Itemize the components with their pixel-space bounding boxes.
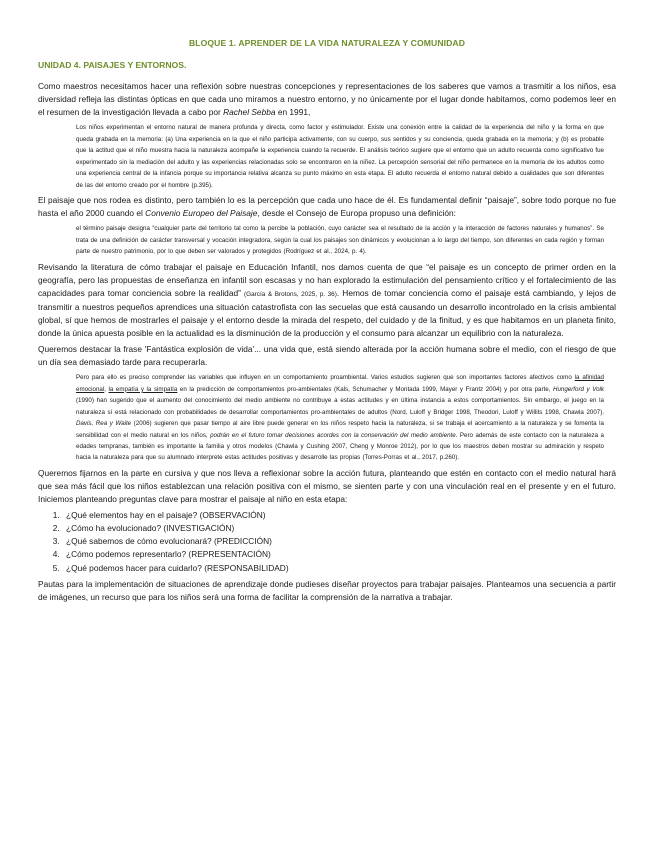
paragraph-landscape [38, 194, 616, 220]
key-question: 5. ¿Qué podemos hacer para cuidarlo? (RESPONSABILIDAD) [62, 562, 616, 575]
quote3-author-davis: Davis, Rea y Waite [76, 420, 132, 428]
convention-title: Convenio Europeo del Paisaje [145, 208, 258, 219]
paragraph-guidelines: Pautas para la implementación de situaciones de aprendizaje donde pudieses diseñar proyectos para trabajar paisajes. Planteamos una secuencia a partir de imágenes, un recurso que para los niños será una forma de facilitar la comprensión de la narrativa a trabajar. [38, 578, 616, 602]
paragraph-intro [38, 80, 616, 119]
key-question: 2. ¿Cómo ha evolucionado? (INVESTIGACIÓN) [62, 522, 616, 535]
paragraph-intro-text: Como maestros necesitamos hacer una reflexión sobre nuestras concepciones y representaciones de los saberes que vamos a trasmitir a los niños, esa diversidad refleja las distintas ópticas en que cada uno miramos a nuestro entorno, y no únicamente por el lugar donde habitamos, como podemos leer en el resumen de la investigación llevada a cabo por [38, 81, 616, 118]
block-title: BLOQUE 1. APRENDER DE LA VIDA NATURALEZA Y COMUNIDAD [188, 38, 466, 48]
quote3-b: en la predicción de comportamientos pro-ambientales (Kals, Schumacher y Montada 1999, Mayer y Frantz 2004) y por otra parte, [177, 385, 553, 393]
quote3-d: (2006) sugieren que pasar tiempo al aire libre puede generar en los niños respeto hacia la naturaleza, si se trabaja el acercamiento a la naturaleza y se fomenta la sensibilidad con el medio natural en los niños, [76, 420, 604, 439]
key-question: 3. ¿Qué sabemos de cómo evolucionará? (PREDICCIÓN) [62, 535, 616, 548]
paragraph-literature-a: Revisando la literatura de cómo trabajar el paisaje en Educación Infantil, nos damos cuenta de que “el paisaje es un concepto de primer orden en la geografía, pero las propuestas de enseñanza en infantil son escasas y no han explorado la estimulación del pensamiento crítico y el fortalecimiento de las capacidades para tomar conciencia sobre la realidad” [38, 261, 616, 298]
quote-sebba: Los niños experimentan el entorno natural de manera profunda y directa, como factor y estimulador. Existe una conexión entre la calidad de la experiencia del niño y la forma en que queda grabada en la memoria: (a) Una experiencia en la que el niño participa activamente, con su cuerpo, sus sentidos y su conciencia, queda grabada en la memoria; y (b) es probable que la actitud que el niño muestra hacia la naturaleza acompañe la experiencia cuando la recuerde. El análisis teórico sugiere que el entorno que un adulto recuerda como significativo fue experimentado sin la mediación del adulto y las experiencias relacionadas solo se encontraron en la niñez. La percepción sensorial del niño permanece en la memoria de los adultos como una experiencia central de la infancia porque su importancia relativa alcanza su punto máximo en esta etapa. El adulto recuerda el entorno natural debido a cualidades que son diferentes de las del entorno creado por el hombre (p.395). [76, 124, 604, 189]
quote3-a: Pero para ello es preciso comprender las variables que influyen en un comportamiento proambiental. Varios estudios sugieren que son importantes factores afectivos como [76, 374, 575, 382]
document-page [38, 38, 616, 607]
paragraph-landscape-b: , desde el Consejo de Europa propuso una definición: [257, 208, 456, 219]
quote-definition: el término paisaje designa “cualquier parte del territorio tal como la percibe la población, cuyo carácter sea el resultado de la acción y la interacción de factores naturales y humanos”. Se trata de una definición de carácter transversal y vocación integradora, según la cual los paisajes son dinámicos y evolucionan a lo largo del tiempo, son diferentes en cada región y forman parte de nuestro patrimonio, por lo que deben ser valorados y protegidos (Rodríguez et al., 2024, p. 4). [76, 225, 604, 256]
quote3-empathy: la empatía y la simpatía [108, 385, 178, 393]
quote-proenvironmental [76, 372, 604, 464]
quote3-e: . Pero además de este contacto con la naturaleza a edades tempranas, también es importante la familia y otros modelos (Chawla y Cushing 2007, Cheng y Monroe 2012), por lo que los maestros deben mostrar su admiración y respeto hacia la naturaleza para que su alumnado interprete estas actitudes positivas y desarrolle las propias (Torres-Porras et al., 2017, p.260). [76, 431, 605, 462]
quote3-emphasis: podrán en el futuro tomar decisiones acordes con la conservación del medio ambiente [210, 431, 456, 439]
unit-heading: UNIDAD 4. PAISAJES Y ENTORNOS. [38, 60, 187, 70]
paragraph-landscape-a: El paisaje que nos rodea es distinto, pero también lo es la percepción que cada uno hace de él. Es fundamental definir “paisaje”, sobre todo porque no fue hasta el año 2000 cuando el [38, 195, 616, 219]
quote3-author-hungerford: Hungerford y Volk [552, 385, 605, 393]
paragraph-literature [38, 261, 616, 341]
paragraph-phrase: Queremos destacar la frase 'Fantástica explosión de vida'... una vida que, está siendo alterada por la acción humana sobre el medio, con el riesgo de que un día sea demasiado tarde para recuperarla. [38, 344, 616, 368]
paragraph-future: Queremos fijarnos en la parte en cursiva y que nos lleva a reflexionar sobre la acción futura, planteando que estén en contacto con el medio natural hará que sea más fácil que los niños establezcan una relación positiva con el mismo, se sienten parte y con una vinculación real en el presente y en el futuro. Iniciemos planteando preguntas clave para mostrar el paisaje al niño en esta etapa: [38, 467, 616, 505]
quote3-sep: , [104, 385, 109, 393]
paragraph-intro-end: en 1991, [275, 107, 311, 118]
citation-garcia: (García & Brotons, 2025, p. 36) [244, 290, 337, 298]
author-sebba: Rachel Sebba [223, 107, 276, 118]
quote3-c: (1990) han sugerido que el aumento del conocimiento del medio ambiente no contribuye a estas actitudes y en última instancia a estos comportamientos. Sin embargo, el juego en la naturaleza sí está relacionado con probabilidades de desarrollar comportamientos pro-ambientales de adultos (Nord, Luloff y Bridger 1998, Theodori, Luloff y Willits 1998, Chawla 2007). [76, 397, 604, 416]
key-question: 4. ¿Cómo podemos representarlo? (REPRESENTACIÓN) [62, 548, 616, 561]
quote3-affinity: la afinidad emocional [76, 374, 605, 393]
key-question: 1. ¿Qué elementos hay en el paisaje? (OBSERVACIÓN) [62, 509, 616, 522]
paragraph-literature-b: . Hemos de tomar conciencia como el paisaje está cambiando, y lejos de transmitir a nuestros pequeños aprendices una situación catastrofista con las secuelas que está causando un desarrollo incontrolado en la crisis ambiental global, sí que hemos de mostrarles el paisaje y el entorno desde la mirada del respeto, del cuidado y de la finitud, y es que habitamos en un planeta finito, donde la única apuesta posible en la actualidad es la disminución de la producción y el consumo para alcanzar un equilibrio con la naturaleza. [38, 287, 616, 339]
key-questions-list [38, 509, 616, 574]
